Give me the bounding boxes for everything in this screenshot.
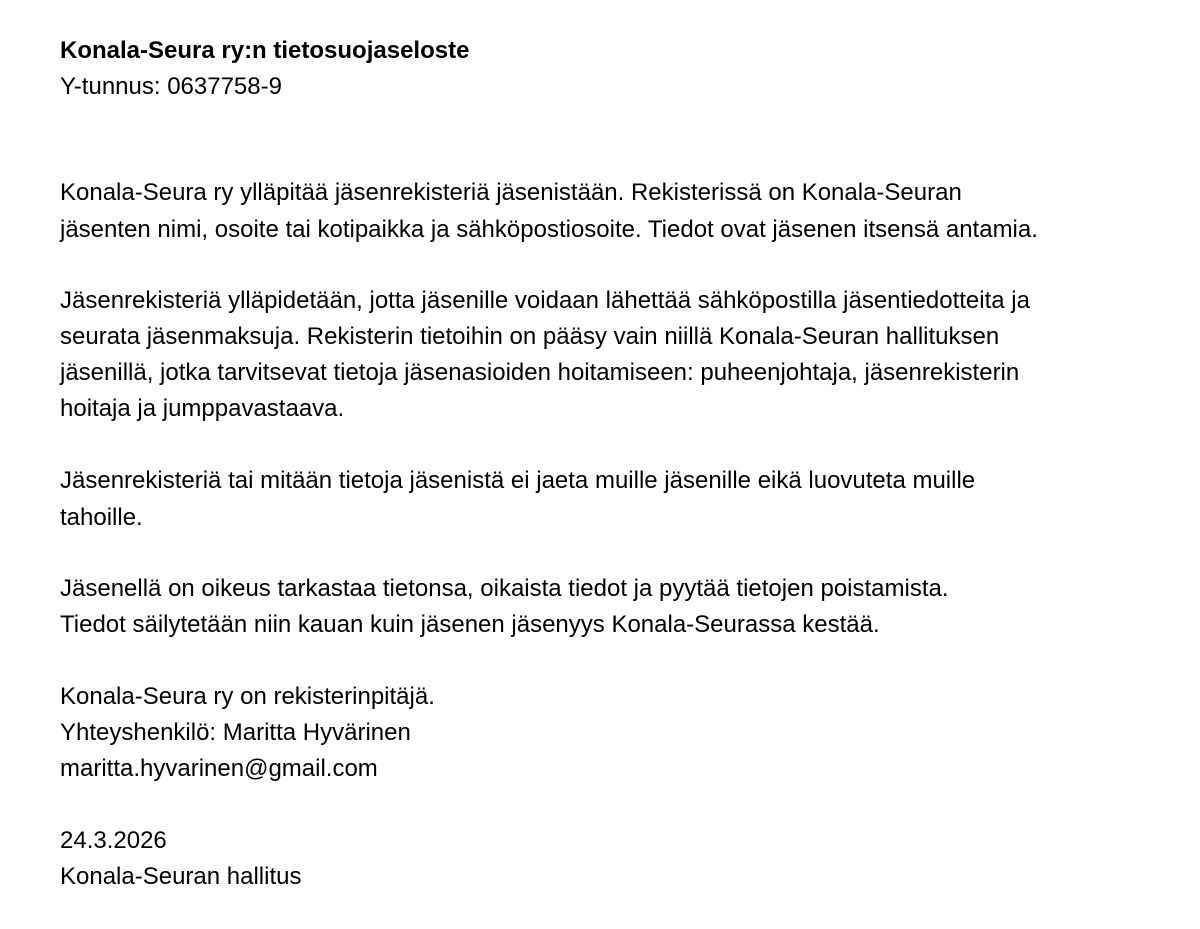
document-date: 24.3.2026: [60, 827, 167, 854]
paragraph-line: jäsenillä, jotka tarvitsevat tietoja jäsenasioiden hoitamiseen: puheenjohtaja, jäsenrekisterin: [60, 359, 1020, 386]
contact-email: maritta.hyvarinen@gmail.com: [60, 755, 378, 782]
business-id: Y-tunnus: 0637758-9: [60, 73, 282, 100]
paragraph-line: Jäsenrekisteriä tai mitään tietoja jäsenistä ei jaeta muille jäsenille eikä luovuteta muille: [60, 467, 976, 494]
paragraph-line: tahoille.: [60, 504, 143, 531]
paragraph-line: Jäsenellä on oikeus tarkastaa tietonsa, oikaista tiedot ja pyytää tietojen poistamista.: [60, 575, 949, 602]
paragraph-line: hoitaja ja jumppavastaava.: [60, 395, 345, 422]
register-controller: Konala-Seura ry on rekisterinpitäjä.: [60, 683, 435, 710]
paragraph-line: Tiedot säilytetään niin kauan kuin jäsenen jäsenyys Konala-Seurassa kestää.: [60, 611, 880, 638]
paragraph-line: Konala-Seura ry ylläpitää jäsenrekisteriä jäsenistään. Rekisterissä on Konala-Seuran: [60, 179, 962, 206]
paragraph-line: jäsenten nimi, osoite tai kotipaikka ja sähköpostiosoite. Tiedot ovat jäsenen itsensä antamia.: [60, 216, 1038, 243]
contact-person: Yhteyshenkilö: Maritta Hyvärinen: [60, 719, 411, 746]
document-title: Konala-Seura ry:n tietosuojaseloste: [60, 37, 470, 64]
paragraph-line: seurata jäsenmaksuja. Rekisterin tietoihin on pääsy vain niillä Konala-Seuran hallituksen: [60, 323, 1000, 350]
paragraph-line: Jäsenrekisteriä ylläpidetään, jotta jäsenille voidaan lähettää sähköpostilla jäsentiedotteita ja: [60, 287, 1030, 314]
signer: Konala-Seuran hallitus: [60, 863, 302, 890]
